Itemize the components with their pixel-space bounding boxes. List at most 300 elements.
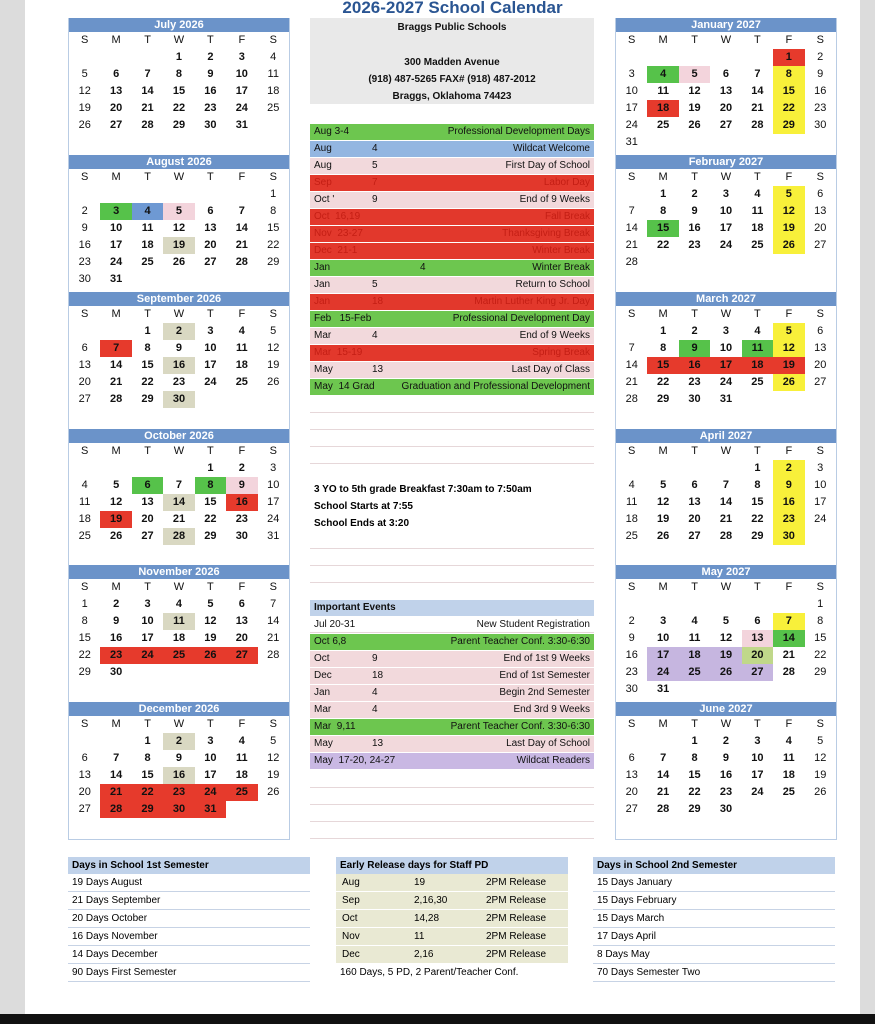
important-row [310,719,594,735]
day-cell [710,681,741,698]
day-cell: 4 [238,325,245,337]
day-cell: 25 [226,784,257,801]
day-cell: 13 [141,496,154,508]
day-cell [163,186,194,203]
weekday-label: T [691,581,698,593]
weekday-label: M [658,718,668,730]
day-cell: 4 [270,51,277,63]
event-month: Aug [314,160,332,171]
day-cell: 18 [267,85,280,97]
day-cell: 31 [625,136,638,148]
day-cell: 19 [773,220,804,237]
event-day: 5 [372,279,378,290]
day-cell: 23 [688,376,701,388]
weekday-label: S [816,718,824,730]
day-cell: 12 [719,632,733,644]
day-cell: 2 [81,205,88,217]
day-cell: 28 [235,256,248,268]
day-cell: 24 [110,256,123,268]
early-row [336,946,568,964]
day-cell: 2 [691,325,698,337]
weekday-label: M [658,581,668,593]
day-cell: 20 [78,786,91,798]
day-cell: 2 [113,598,120,610]
day-cell: 2 [691,188,698,200]
day-cell: 4 [691,615,698,627]
event-month: Sep [314,177,332,188]
day-cell: 31 [110,273,123,285]
weekday-label: S [816,34,824,46]
day-cell: 1 [175,51,183,63]
day-cell: 22 [132,784,163,801]
day-cell: 22 [814,649,827,661]
week-row [616,391,836,408]
day-cell: 1 [773,49,804,66]
day-cell [195,391,226,408]
day-cell: 27 [625,803,638,815]
day-cell: 3 [628,68,635,80]
early-footer: 160 Days, 5 PD, 2 Parent/Teacher Conf. [336,964,568,982]
day-cell: 27 [814,239,827,251]
day-cell: 23 [204,102,217,114]
weekday-label: F [238,171,246,183]
day-cell: 19 [267,359,280,371]
event-text: Fall Break [544,211,590,222]
month-calendar [68,702,290,840]
event-text: Spring Break [532,347,590,358]
event-text: Thanksgiving Break [502,228,590,239]
week-row [616,186,836,203]
day-cell: 14 [141,85,154,97]
weekday-label: T [144,34,151,46]
event-text: New Student Registration [476,619,590,630]
day-cell: 25 [267,102,280,114]
event-row [310,328,594,344]
month-calendar [615,18,837,156]
weekday-label: S [81,171,89,183]
weekday-label: S [81,308,89,320]
early-text: 2PM Release [486,913,547,924]
day-cell: 15 [647,357,678,374]
day-cell: 14 [625,359,638,371]
day-cell: 13 [625,769,638,781]
day-cell [647,134,678,151]
weekday-label: S [81,445,89,457]
day-cell: 30 [688,393,701,405]
month-calendar [68,292,290,430]
day-cell: 10 [751,752,764,764]
day-cell: 7 [722,479,730,491]
day-cell: 11 [267,68,279,80]
day-cell: 29 [657,393,670,405]
week-row [616,134,836,151]
day-cell: 15 [647,220,678,237]
day-cell: 31 [195,801,226,818]
week-row [616,613,836,630]
early-text: 2PM Release [486,895,547,906]
day-cell: 10 [625,85,638,97]
weekday-row [69,32,289,49]
day-cell [710,134,741,151]
event-month: Oct ' [314,194,335,205]
weekday-label: T [207,34,214,46]
weekday-row [616,716,836,733]
event-row [310,158,594,174]
day-cell: 2 [163,323,194,340]
weekday-label: T [207,445,214,457]
day-cell: 20 [742,647,773,664]
weekday-label: T [691,718,698,730]
week-row [69,477,289,494]
event-month: May 14 Grad [314,381,375,392]
day-cell: 26 [657,530,670,542]
day-cell: 10 [657,632,670,644]
day-cell: 8 [660,205,667,217]
day-cell: 20 [78,376,91,388]
weekday-label: T [754,445,761,457]
day-cell: 26 [814,786,827,798]
important-row [310,685,594,701]
day-cell: 6 [81,342,88,354]
weekday-label: W [720,308,732,320]
event-month: Oct [314,653,330,664]
important-header [310,600,594,616]
day-cell [616,460,647,477]
day-cell: 11 [236,342,248,354]
day-cell: 21 [100,784,131,801]
day-cell: 2 [722,735,730,747]
week-row [616,117,836,134]
day-cell: 20 [235,632,248,644]
day-cell: 16 [78,239,91,251]
day-cell: 15 [141,769,154,781]
day-cell: 28 [625,256,638,268]
day-cell [226,271,257,288]
weekday-label: T [144,718,151,730]
day-cell [742,596,773,613]
weekday-row [69,716,289,733]
event-text: Parent Teacher Conf. 3:30-6:30 [450,636,590,647]
day-cell: 19 [100,511,131,528]
day-cell: 18 [679,647,710,664]
event-day: 9 [372,194,378,205]
weekday-label: W [173,718,185,730]
day-cell [69,460,100,477]
early-days: 14,28 [414,913,440,924]
weekday-label: M [658,171,668,183]
week-row [69,323,289,340]
weekday-label: F [238,34,246,46]
week-row [616,681,836,698]
event-month: Aug 3-4 [314,126,350,137]
weekday-label: S [269,581,277,593]
weekday-label: M [111,171,121,183]
day-cell: 7 [270,598,277,610]
weekday-label: W [720,718,732,730]
event-month: Jan [314,279,331,290]
day-cell: 24 [751,786,764,798]
day-cell: 15 [78,632,91,644]
week-row [69,117,289,134]
day-cell: 9 [773,477,804,494]
event-month: Aug [314,143,332,154]
day-cell: 7 [238,205,245,217]
event-day: 4 [372,143,378,154]
day-cell: 28 [110,393,123,405]
weekday-label: S [628,581,636,593]
weekday-label: W [720,581,732,593]
event-text: Wildcat Welcome [512,143,590,154]
day-cell: 28 [267,649,280,661]
day-cell [100,49,131,66]
day-cell [258,801,289,818]
day-cell: 16 [163,357,194,374]
week-row [69,66,289,83]
event-row [310,141,594,157]
weekday-label: T [207,308,214,320]
school-city: Braggs, Oklahoma 74423 [392,91,512,102]
day-cell: 8 [144,752,151,764]
day-cell [773,134,804,151]
day-cell: 11 [751,205,764,217]
day-cell: 20 [814,359,827,371]
day-cell: 16 [163,767,194,784]
day-cell: 23 [719,786,733,798]
day-cell: 19 [204,632,217,644]
weekday-row [616,169,836,186]
day-cell: 26 [172,256,186,268]
day-cell [69,186,100,203]
day-cell: 9 [175,342,183,354]
day-cell: 25 [78,530,91,542]
day-cell: 13 [719,85,733,97]
important-header-label: Important Events [314,602,396,613]
day-cell: 28 [751,119,764,131]
event-month: Dec [314,670,332,681]
day-cell: 21 [719,513,733,525]
day-cell: 3 [817,462,824,474]
day-cell: 23 [625,666,638,678]
week-row [69,83,289,100]
page-title: 2026-2027 School Calendar [342,0,563,17]
event-day: 4 [372,330,378,341]
day-cell: 1 [660,325,667,337]
weekday-label: T [754,718,761,730]
weekday-label: T [691,34,698,46]
weekday-label: S [269,34,277,46]
day-cell: 21 [625,239,638,251]
event-text: End of 9 Weeks [519,194,590,205]
day-cell: 23 [814,102,827,114]
day-cell: 10 [235,68,248,80]
weekday-label: F [238,718,246,730]
event-text: End of 9 Weeks [519,330,590,341]
day-cell: 16 [679,357,710,374]
day-cell: 18 [78,513,91,525]
sem2-row: 17 Days April [593,928,835,946]
weekday-label: F [238,445,246,457]
weekday-label: T [691,308,698,320]
weekday-row [616,443,836,460]
day-cell [616,323,647,340]
day-cell: 1 [660,188,667,200]
weekday-label: T [207,171,214,183]
day-cell [69,323,100,340]
weekday-label: W [173,445,185,457]
sem1-row: 16 Days November [68,928,310,946]
day-cell: 7 [144,68,151,80]
event-text: Begin 2nd Semester [499,687,590,698]
day-cell: 30 [110,666,123,678]
school-name: Braggs Public Schools [397,22,507,33]
event-row [310,209,594,225]
day-cell: 4 [785,735,792,747]
day-cell: 3 [207,325,214,337]
week-row [69,528,289,545]
day-cell: 4 [81,479,88,491]
day-cell [195,271,226,288]
early-release-table [336,857,568,982]
weekday-label: S [628,445,636,457]
week-row [616,100,836,117]
day-cell: 8 [773,66,804,83]
day-cell: 30 [625,683,638,695]
day-cell [805,254,836,271]
day-cell: 14 [163,494,194,511]
week-row [616,630,836,647]
day-cell: 11 [783,752,795,764]
event-text: Professional Development Day [452,313,590,324]
day-cell: 28 [163,528,194,545]
day-cell: 12 [110,496,123,508]
early-days: 19 [414,877,426,888]
week-row [616,767,836,784]
start-time: School Starts at 7:55 [314,501,413,512]
day-cell: 21 [141,102,154,114]
day-cell: 30 [78,273,91,285]
day-cell: 21 [172,513,186,525]
day-cell: 31 [657,683,670,695]
day-cell: 25 [235,376,248,388]
day-cell: 22 [751,513,764,525]
month-header: July 2026 [69,18,289,32]
day-cell: 6 [817,325,824,337]
day-cell: 17 [267,496,280,508]
day-cell: 14 [267,615,280,627]
weekday-label: T [207,718,214,730]
day-cell: 19 [688,102,701,114]
week-row [69,647,289,664]
weekday-row [69,169,289,186]
day-cell: 3 [238,51,245,63]
event-row [310,345,594,361]
weekday-label: M [658,445,668,457]
event-month: Dec 21-1 [314,245,358,256]
day-cell: 13 [814,205,827,217]
event-text: Graduation and Professional Development [401,381,590,392]
day-cell: 19 [78,102,91,114]
event-day: 13 [372,364,384,375]
day-cell: 26 [78,119,91,131]
day-cell [710,460,741,477]
important-row [310,702,594,718]
weekday-label: T [144,581,151,593]
day-cell [258,117,289,134]
day-cell: 1 [207,462,214,474]
weekday-label: M [111,445,121,457]
event-text: Labor Day [543,177,590,188]
day-cell: 7 [660,752,667,764]
event-day: 4 [372,704,378,715]
important-row [310,736,594,752]
day-cell: 8 [144,342,151,354]
week-row [616,49,836,66]
month-header: March 2027 [616,292,836,306]
sem1-row: 90 Days First Semester [68,964,310,982]
weekday-label: S [628,308,636,320]
day-cell: 23 [163,784,194,801]
event-day: 7 [372,177,378,188]
week-row [69,100,289,117]
day-cell: 13 [688,496,701,508]
bottom-bar [0,1014,875,1024]
day-cell: 13 [235,615,248,627]
event-row [310,243,594,259]
day-cell: 10 [719,342,733,354]
month-header: May 2027 [616,565,836,579]
event-row [310,175,594,191]
day-cell: 29 [688,803,701,815]
weekday-label: M [111,34,121,46]
day-cell: 13 [204,222,217,234]
day-cell [742,391,773,408]
day-cell [69,49,100,66]
day-cell: 10 [814,479,827,491]
weekday-label: T [691,445,698,457]
school-address: 300 Madden Avenue [404,57,500,68]
week-row [69,630,289,647]
day-cell: 28 [141,119,154,131]
day-cell: 24 [195,784,226,801]
day-cell: 26 [267,786,280,798]
day-cell: 3 [722,188,730,200]
day-cell: 8 [270,205,277,217]
weekday-row [69,579,289,596]
day-cell: 12 [688,85,701,97]
day-cell: 2 [163,733,194,750]
weekday-label: M [658,308,668,320]
week-row [616,460,836,477]
weekday-label: F [785,581,793,593]
day-cell [647,460,678,477]
weekday-label: T [754,34,761,46]
day-cell: 20 [204,239,217,251]
weekday-label: M [111,581,121,593]
month-header: November 2026 [69,565,289,579]
early-text: 2PM Release [486,931,547,942]
day-cell: 26 [710,664,741,681]
day-cell: 9 [691,205,698,217]
week-row [616,477,836,494]
day-cell: 19 [710,647,741,664]
day-cell: 25 [751,376,764,388]
day-cell: 3 [270,462,277,474]
day-cell: 29 [814,666,827,678]
day-cell: 8 [691,752,698,764]
day-cell: 19 [657,513,670,525]
day-cell [679,596,710,613]
day-cell: 1 [144,325,151,337]
